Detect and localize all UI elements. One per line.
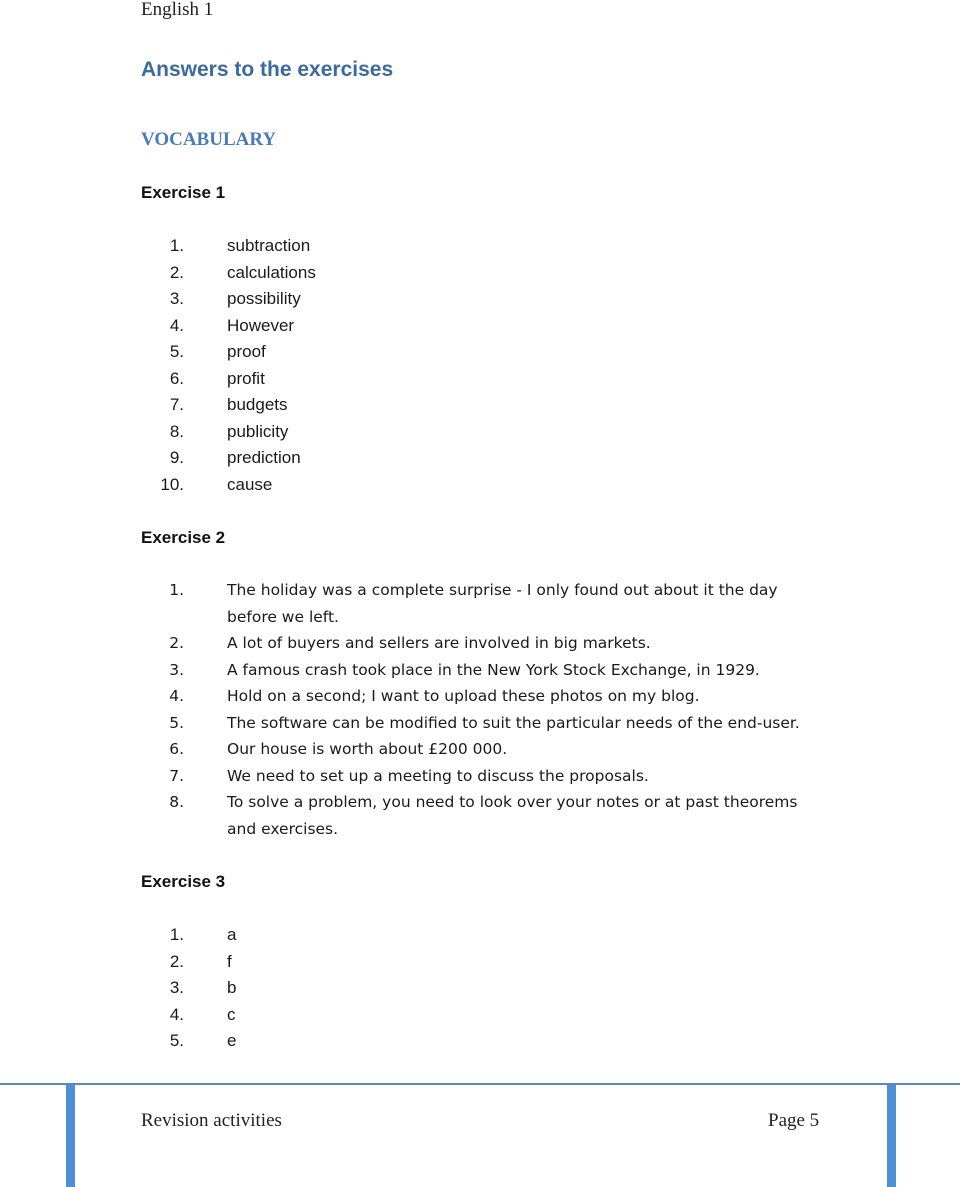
exercise-2-list (141, 577, 821, 842)
footer-divider (0, 1083, 960, 1085)
list-item: 9. prediction (169, 448, 301, 467)
list-item: 2. f (169, 951, 232, 971)
footer-right-bar (887, 1085, 896, 1187)
list-item: 2. A lot of buyers and sellers are involved in big markets. (169, 634, 651, 652)
list-item: 3. possibility (169, 289, 301, 308)
list-item: 5. e (169, 1031, 237, 1050)
list-item: 4. However (169, 315, 295, 335)
exercise-1-list (141, 233, 316, 498)
list-item: 3. b (169, 978, 237, 997)
page-title: Answers to the exercises (141, 58, 394, 81)
list-item: 4. c (169, 1004, 236, 1024)
list-item: 1. subtraction (169, 236, 311, 255)
list-item: 3. A famous crash took place in the New York Stock Exchange, in 1929. (169, 660, 760, 679)
exercise-1-heading: Exercise 1 (141, 183, 226, 202)
list-item: 2. calculations (169, 262, 316, 282)
section-heading-vocabulary: VOCABULARY (141, 129, 277, 150)
list-item: 8. To solve a problem, you need to look over your notes or at past theorems and exercises. (169, 793, 798, 838)
exercise-3-list (141, 922, 236, 1055)
page-number: Page 5 (768, 1110, 820, 1131)
footer-left-bar (66, 1085, 75, 1187)
exercise-3-heading: Exercise 3 (141, 872, 226, 891)
list-item: 7. We need to set up a meeting to discuss the proposals. (169, 766, 649, 785)
list-item: 4. Hold on a second; I want to upload these photos on my blog. (169, 687, 700, 705)
list-item: 6. Our house is worth about £200 000. (169, 740, 508, 758)
list-item: 5. proof (169, 342, 266, 361)
list-item: 5. The software can be modified to suit the particular needs of the end-user. (169, 713, 800, 732)
list-item: 6. profit (169, 368, 265, 388)
footer-title: Revision activities (141, 1110, 282, 1131)
list-item: 8. publicity (169, 421, 289, 441)
list-item: 10. cause (160, 474, 273, 494)
list-item: 1. a (169, 925, 237, 944)
exercise-2-heading: Exercise 2 (141, 528, 226, 547)
list-item: 7. budgets (169, 395, 288, 414)
list-item: 1. The holiday was a complete surprise - I only found out about it the day before we left. (169, 581, 778, 626)
page-header-course: English 1 (141, 0, 214, 20)
